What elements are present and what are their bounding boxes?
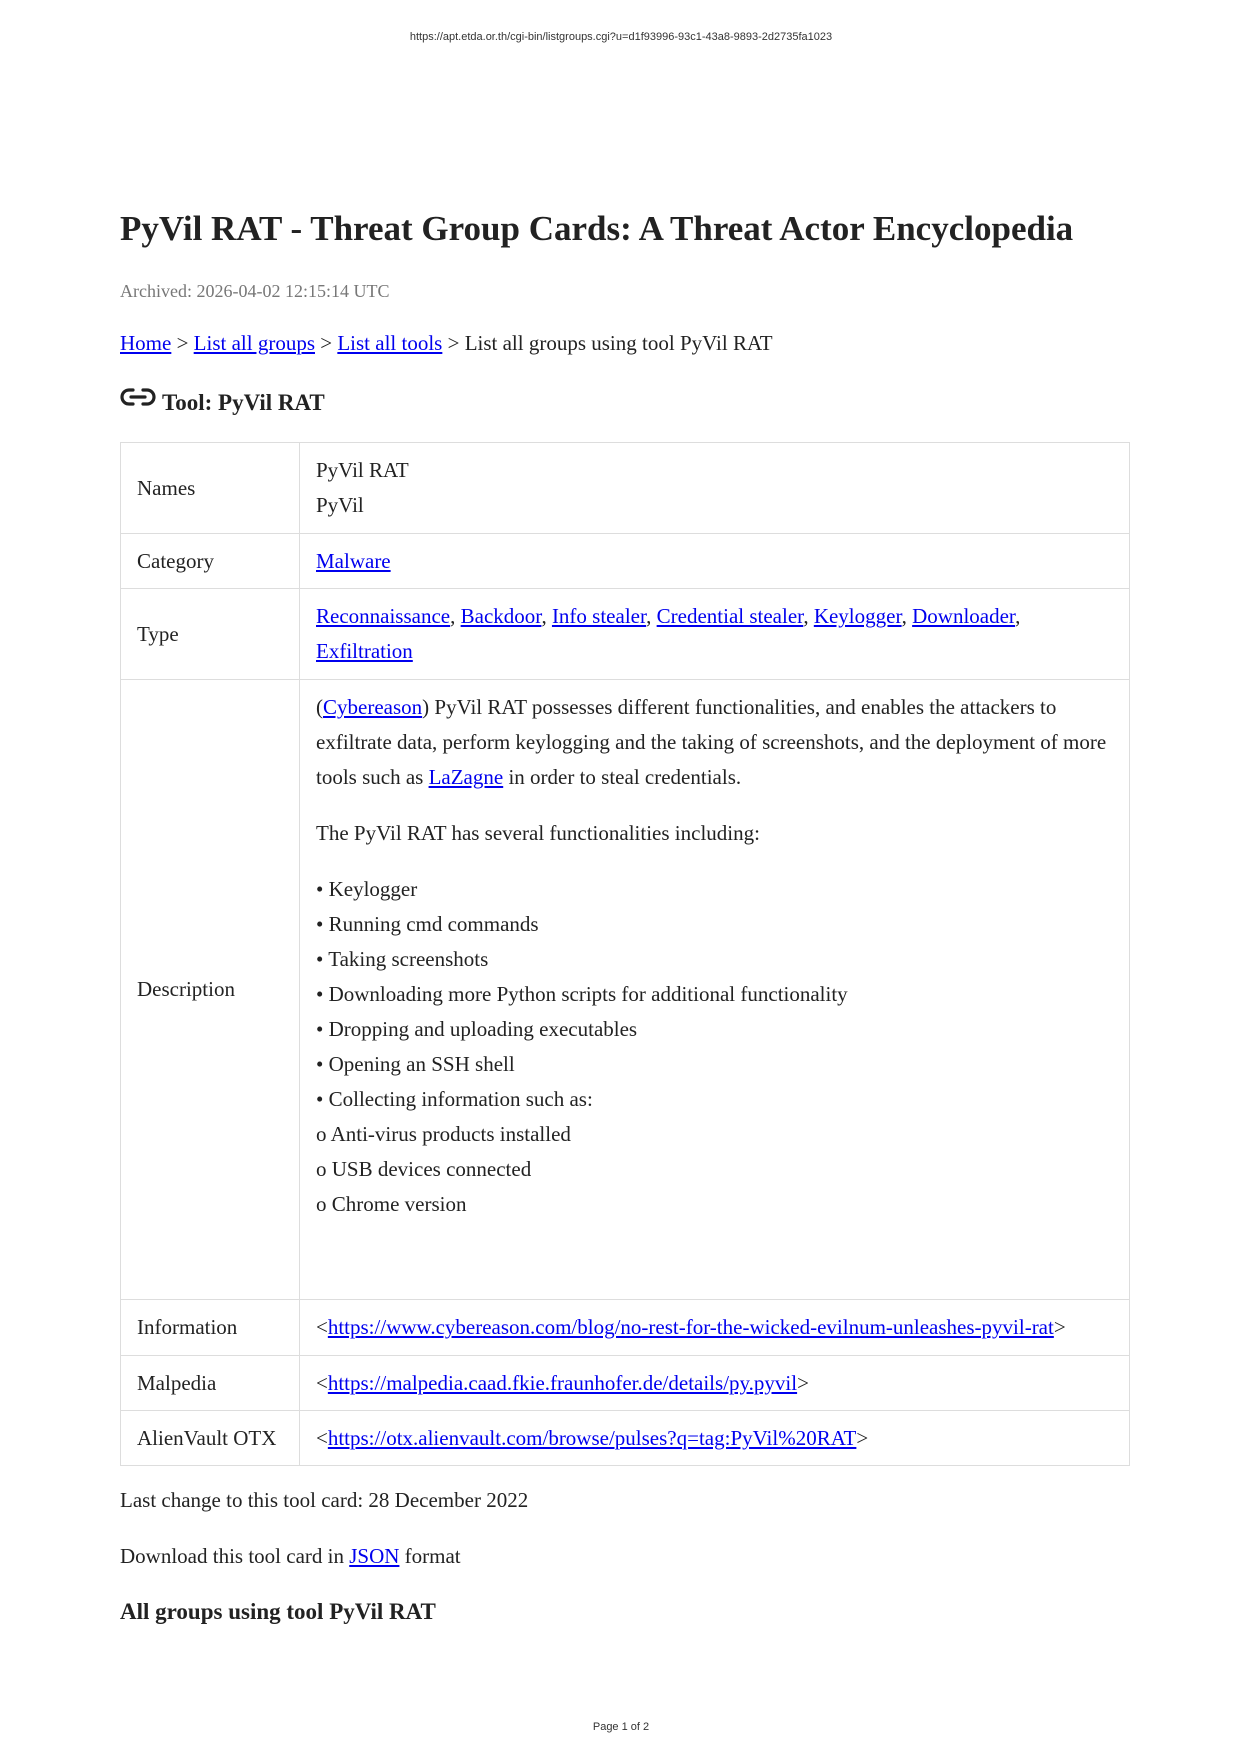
angle-open: < — [316, 1315, 328, 1340]
type-separator: , — [901, 604, 913, 629]
type-separator: , — [541, 604, 552, 629]
functionality-list — [316, 872, 1113, 1222]
cybereason-link[interactable]: Cybereason — [323, 695, 423, 720]
list-item: o Chrome version — [316, 1192, 467, 1217]
download-suffix: format — [399, 1544, 461, 1569]
angle-open: < — [316, 1425, 328, 1450]
angle-close: > — [1053, 1315, 1066, 1340]
description-label: Description — [121, 680, 300, 1300]
type-value — [300, 589, 1130, 680]
type-link[interactable]: Keylogger — [813, 604, 902, 629]
type-link[interactable]: Exfiltration — [316, 639, 413, 664]
malpedia-link[interactable]: https://malpedia.caad.fkie.fraunhofer.de/details/py.pyvil — [327, 1370, 798, 1395]
list-item: • Dropping and uploading executables — [316, 1017, 638, 1042]
paren-open: ( — [316, 695, 323, 720]
otx-label: AlienVault OTX — [121, 1411, 300, 1466]
table-row — [121, 1411, 1130, 1466]
list-item: • Taking screenshots — [316, 947, 489, 972]
otx-value — [300, 1411, 1130, 1466]
description-intro-end: in order to steal credentials. — [503, 765, 742, 790]
type-separator: , — [646, 604, 657, 629]
table-row — [121, 680, 1130, 1300]
breadcrumb-current: List all groups using tool PyVil RAT — [464, 331, 773, 355]
description-value — [300, 680, 1130, 1300]
names-label: Names — [121, 443, 300, 534]
angle-open: < — [316, 1370, 328, 1395]
link-icon — [120, 384, 156, 410]
page-title: PyVil RAT - Threat Group Cards: A Threat Actor Encyclopedia — [120, 209, 1074, 248]
breadcrumb-separator: > — [315, 331, 338, 355]
table-row — [121, 589, 1130, 680]
tool-info-table — [120, 442, 1130, 1466]
names-value — [300, 443, 1130, 534]
breadcrumb-separator: > — [171, 331, 194, 355]
table-row — [121, 534, 1130, 589]
table-row — [121, 443, 1130, 534]
description-intro-text: ) PyVil RAT possesses different functionalities, and enables the attackers to exfiltrate data, perform keylogging and the taking of screenshots, and the deployment of more tools such as — [316, 695, 1107, 790]
category-label: Category — [121, 534, 300, 589]
list-item: • Running cmd commands — [316, 912, 539, 937]
list-item: • Opening an SSH shell — [316, 1052, 515, 1077]
type-link[interactable]: Downloader — [912, 604, 1016, 629]
category-value — [300, 534, 1130, 589]
type-separator: , — [450, 604, 461, 629]
description-lead: The PyVil RAT has several functionalities including: — [316, 821, 760, 846]
json-download-link[interactable]: JSON — [349, 1544, 400, 1569]
type-separator: , — [803, 604, 814, 629]
information-link[interactable]: https://www.cybereason.com/blog/no-rest-for-the-wicked-evilnum-unleashes-pyvil-rat — [327, 1315, 1054, 1340]
list-item: • Keylogger — [316, 877, 418, 902]
last-change: Last change to this tool card: 28 December 2022 — [120, 1488, 529, 1513]
groups-heading: All groups using tool PyVil RAT — [120, 1599, 436, 1625]
main-content — [120, 208, 1130, 1625]
otx-link[interactable]: https://otx.alienvault.com/browse/pulses?q=tag:PyVil%20RAT — [327, 1425, 857, 1450]
list-item: o Anti-virus products installed — [316, 1122, 571, 1147]
download-line — [120, 1544, 1130, 1569]
type-link[interactable]: Backdoor — [460, 604, 542, 629]
malpedia-label: Malpedia — [121, 1356, 300, 1411]
information-label: Information — [121, 1300, 300, 1356]
type-label: Type — [121, 589, 300, 680]
list-item: o USB devices connected — [316, 1157, 532, 1182]
angle-close: > — [856, 1425, 869, 1450]
download-prefix: Download this tool card in — [120, 1544, 350, 1569]
list-item: • Collecting information such as: — [316, 1087, 593, 1112]
information-value — [300, 1300, 1130, 1356]
name-item: PyVil RAT — [316, 458, 409, 483]
breadcrumb — [120, 331, 1130, 356]
tool-heading-text: Tool: PyVil RAT — [162, 390, 325, 416]
angle-close: > — [797, 1370, 809, 1395]
name-item: PyVil — [316, 493, 364, 518]
breadcrumb-list-groups-link[interactable]: List all groups — [193, 331, 315, 355]
type-link[interactable]: Info stealer — [551, 604, 647, 629]
archived-timestamp: Archived: 2026-04-02 12:15:14 UTC — [120, 281, 390, 301]
print-header-url: https://apt.etda.or.th/cgi-bin/listgroups.cgi?u=d1f93996-93c1-43a8-9893-2d2735fa1023 — [409, 31, 833, 43]
page-number: Page 1 of 2 — [592, 1721, 650, 1733]
type-link[interactable]: Credential stealer — [656, 604, 804, 629]
table-row — [121, 1300, 1130, 1356]
type-separator: , — [1015, 604, 1021, 629]
tool-heading — [120, 390, 1130, 416]
list-item: • Downloading more Python scripts for additional functionality — [316, 982, 848, 1007]
breadcrumb-home-link[interactable]: Home — [120, 331, 172, 355]
category-link[interactable]: Malware — [316, 548, 391, 573]
malpedia-value — [300, 1356, 1130, 1411]
description-intro — [316, 690, 1113, 795]
type-link[interactable]: Reconnaissance — [316, 604, 451, 629]
breadcrumb-separator: > — [442, 331, 465, 355]
breadcrumb-list-tools-link[interactable]: List all tools — [337, 331, 443, 355]
lazagne-link[interactable]: LaZagne — [428, 765, 504, 790]
table-row — [121, 1356, 1130, 1411]
